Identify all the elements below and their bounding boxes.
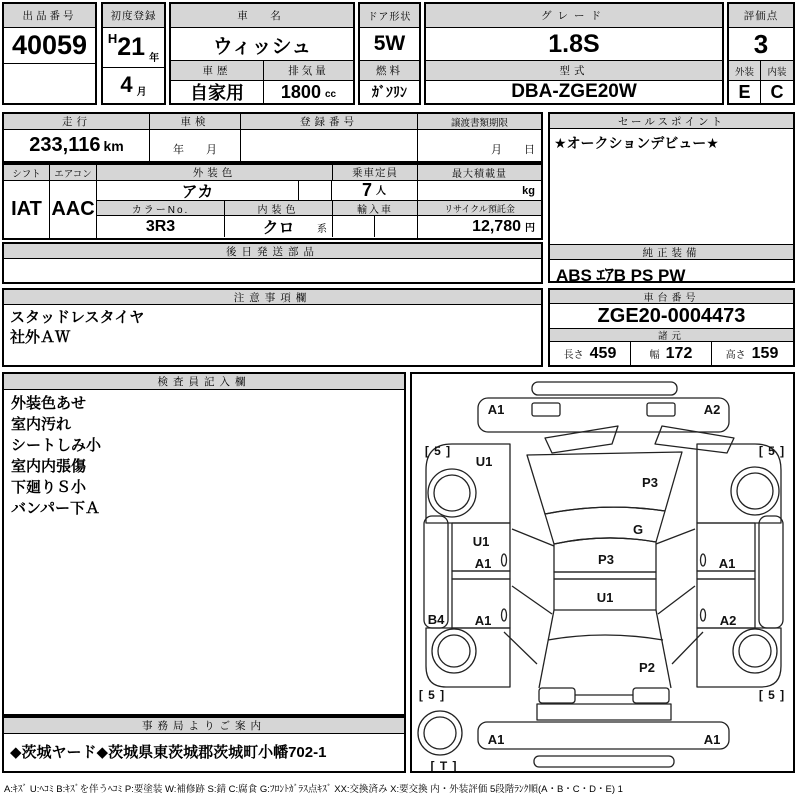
car-name-box	[169, 2, 355, 105]
damage-label-fender-front-left: U1	[475, 454, 493, 469]
hood	[527, 452, 682, 514]
damage-label-rear-bumper-left: A1	[487, 732, 505, 747]
front-bumper-strip	[532, 382, 677, 395]
wheel-rear-left-inner	[438, 635, 470, 667]
later-parts-box	[2, 242, 543, 284]
exterior-color-value: アカ	[97, 181, 299, 200]
inspector-line: バンパー下Ａ	[11, 500, 100, 517]
damage-label-rear-hatch: P2	[639, 660, 655, 675]
car-name-value: ウィッシュ	[171, 28, 353, 61]
shaken-header: 車検	[150, 114, 240, 130]
damage-label-tire-front-right: [ 5 ]	[758, 444, 786, 458]
mileage-header: 走行	[4, 114, 149, 130]
model-code-header: 型式	[426, 61, 722, 81]
fuel-header: 燃料	[360, 61, 419, 81]
rear-bumper	[478, 722, 729, 749]
damage-label-roof-rear: U1	[596, 590, 614, 605]
spec-width	[631, 342, 712, 365]
interior-color-suffix: 系	[317, 224, 327, 235]
hatch-side-left	[539, 610, 554, 688]
front-bumper	[478, 398, 729, 432]
tail-light-left	[539, 688, 575, 703]
damage-label-roof-front: P3	[598, 552, 614, 567]
door-handle	[502, 554, 507, 566]
chassis-value: ZGE20-0004473	[550, 304, 793, 329]
recycle-number: 12,780	[472, 217, 521, 235]
import-car-header: 輸入車	[333, 201, 417, 216]
door-shape-header: ドア形状	[360, 4, 419, 28]
mileage-number: 233,116	[29, 134, 101, 156]
width-value: 172	[665, 344, 693, 362]
aircon-value: AAC	[51, 198, 95, 220]
damage-label-tire-front-left: [ 5 ]	[424, 444, 452, 458]
month-value: 4	[120, 71, 133, 97]
sill-right	[759, 516, 783, 628]
inspector-box	[2, 372, 406, 716]
registration-number-value	[241, 130, 417, 161]
d-pillar-left	[504, 632, 537, 664]
office-value: ◆茨城ヤード◆茨城県東茨城郡茨城町小幡702-1	[10, 744, 327, 761]
shift-header: シフト	[4, 165, 49, 181]
sales-point-value: ★オークションデビュー★	[550, 129, 793, 245]
displacement-header: 排気量	[264, 61, 353, 81]
spare-tire-inner	[424, 717, 456, 749]
door-shape-value: 5W	[360, 28, 419, 61]
shaken-value: 年 月	[173, 144, 217, 156]
interior-color-value	[225, 216, 333, 237]
note-line: 社外ＡＷ	[10, 329, 71, 346]
wiper-left	[545, 426, 618, 453]
front-grille-left	[532, 403, 560, 416]
mileage-value	[4, 130, 149, 161]
history-header: 車歴	[171, 61, 264, 81]
model-code-value: DBA-ZGE20W	[511, 81, 637, 102]
mileage-row-box	[2, 112, 543, 163]
roof-band	[554, 572, 656, 579]
wheel-front-right-inner	[737, 473, 773, 509]
exterior-color-extra-cell	[299, 181, 332, 200]
door-handle	[701, 609, 706, 621]
wheel-front-left-inner	[434, 475, 470, 511]
history-value: 自家用	[171, 81, 264, 103]
sales-point-header: セールスポイント	[550, 114, 793, 129]
interior-rating-value: C	[770, 81, 784, 102]
equipment-header: 純正装備	[550, 245, 793, 260]
recycle-value	[418, 216, 541, 237]
damage-label-front-bumper-right: A2	[703, 402, 721, 417]
spec-length	[550, 342, 631, 365]
height-value: 159	[751, 344, 779, 362]
import-car-cell-2	[375, 216, 416, 237]
rear-bumper-strip	[534, 756, 674, 767]
era-letter: H	[107, 31, 118, 46]
legend-text: A:ｷｽﾞ U:ﾍｺﾐ B:ｷｽﾞを伴うﾍｺﾐ P:要塗装 W:補修跡 S:錆 C:腐食 G:ﾌﾛﾝﾄｶﾞﾗｽ点ｷｽﾞ XX:交換済み X:要交換 内・外装評価 5段階ﾗﾝｸ順(A・B・C・D・E) 1	[4, 784, 623, 795]
rear-window-curve	[548, 635, 663, 640]
b-pillar-right	[697, 571, 755, 579]
first-registration-year	[103, 28, 164, 68]
sales-point-box	[548, 112, 795, 283]
interior-color-header: 内装色	[225, 201, 333, 216]
color-no-header: カラーNo.	[97, 201, 225, 216]
transfer-deadline-header: 譲渡書類期限	[418, 114, 541, 130]
registration-number-header: 登録番号	[241, 114, 417, 130]
wiper-right	[655, 426, 734, 453]
damage-label-hood: P3	[642, 475, 658, 490]
door-shape-box	[358, 2, 421, 105]
exterior-rating-header: 外装	[729, 61, 761, 81]
car-top-view-diagram	[412, 374, 793, 771]
wheel-rear-right-inner	[739, 635, 771, 667]
inspector-line: 下廻りＳ小	[11, 479, 87, 496]
damage-label-windshield: G	[632, 522, 644, 537]
height-label: 高さ	[725, 350, 746, 361]
c-pillar-right	[658, 586, 695, 614]
note-line: スタッドレスタイヤ	[10, 309, 145, 326]
interior-rating-header: 内装	[761, 61, 793, 81]
inspector-line: 室内内張傷	[11, 458, 87, 475]
exterior-rating-value: E	[729, 81, 761, 103]
max-load-header: 最大積載量	[418, 165, 541, 181]
inspector-header: 検査員記入欄	[4, 374, 404, 390]
damage-label-sill-left: B4	[427, 612, 445, 627]
rear-panel	[537, 704, 671, 720]
color-no-value: 3R3	[97, 216, 225, 237]
damage-label-spare-tire: [ T ]	[430, 759, 458, 771]
aircon-header: エアコン	[50, 165, 96, 181]
equipment-value: ABS ｴｱB PS PW	[556, 266, 686, 285]
first-registration-box	[101, 2, 166, 105]
damage-label-door-front-right: A1	[718, 556, 736, 571]
capacity-header: 乗車定員	[333, 165, 417, 181]
door-handle	[701, 554, 706, 566]
car-name-header: 車 名	[171, 4, 353, 28]
damage-label-rear-bumper-right: A1	[703, 732, 721, 747]
score-value: 3	[729, 28, 793, 61]
lot-number-value: 40059	[4, 28, 95, 64]
import-car-cell-1	[333, 216, 375, 237]
grade-value: 1.8S	[426, 28, 722, 61]
grade-header: グレード	[426, 4, 722, 28]
width-label: 幅	[649, 350, 660, 361]
b-pillar-left	[452, 571, 510, 579]
color-spec-box	[2, 163, 543, 240]
month-unit: 月	[136, 87, 147, 98]
grade-box	[424, 2, 724, 105]
capacity-value	[332, 181, 416, 200]
score-box	[727, 2, 795, 105]
office-header: 事務局よりご案内	[4, 718, 404, 734]
chassis-box	[548, 288, 795, 367]
door-handle	[502, 609, 507, 621]
recycle-unit: 円	[525, 223, 535, 234]
capacity-unit: 人	[376, 186, 386, 197]
length-value: 459	[589, 344, 617, 362]
exterior-color-header: 外装色	[97, 165, 333, 181]
shift-value: IAT	[11, 198, 42, 220]
lot-number-header: 出品番号	[4, 4, 95, 28]
damage-label-door-front-left-upper: U1	[472, 534, 490, 549]
notes-header: 注意事項欄	[4, 290, 541, 305]
max-load-value: kg	[418, 181, 541, 201]
tail-light-right	[633, 688, 669, 703]
year-value: 21	[117, 33, 146, 61]
inspector-line: 外装色あせ	[11, 395, 87, 412]
a-pillar-right	[656, 529, 695, 544]
damage-label-door-front-left: A1	[474, 556, 492, 571]
damage-label-front-bumper-left: A1	[487, 402, 505, 417]
first-registration-header: 初度登録	[103, 4, 164, 28]
displacement-unit: cc	[324, 89, 337, 100]
lot-number-box	[2, 2, 97, 105]
first-registration-month	[103, 68, 164, 101]
damage-label-tire-rear-left: [ 5 ]	[418, 688, 446, 702]
a-pillar-left	[512, 529, 554, 546]
office-box	[2, 716, 406, 773]
damage-labels	[419, 402, 785, 771]
mileage-unit: km	[103, 137, 124, 154]
later-parts-header: 後日発送部品	[4, 244, 541, 259]
damage-label-door-rear-left: A1	[474, 613, 492, 628]
capacity-number: 7	[361, 180, 372, 200]
c-pillar-left	[512, 586, 552, 614]
chassis-header: 車台番号	[550, 290, 793, 304]
score-header: 評価点	[729, 4, 793, 28]
year-unit: 年	[149, 53, 160, 64]
damage-label-tire-rear-right: [ 5 ]	[758, 688, 786, 702]
spec-height	[712, 342, 792, 365]
damage-label-door-rear-right: A2	[719, 613, 737, 628]
recycle-header: リサイクル預託金	[418, 201, 541, 216]
displacement-number: 1800	[280, 81, 321, 102]
displacement-value	[264, 81, 353, 103]
length-label: 長さ	[563, 350, 584, 361]
fuel-value: ｶﾞｿﾘﾝ	[372, 84, 407, 100]
specs-header: 諸元	[550, 329, 793, 342]
interior-color-name: クロ	[262, 220, 295, 237]
notes-box	[2, 288, 543, 367]
d-pillar-right	[672, 632, 703, 664]
transfer-deadline-value: 月 日	[491, 144, 535, 156]
damage-diagram-box	[410, 372, 795, 773]
front-grille-right	[647, 403, 675, 416]
hatch-side-right	[656, 610, 671, 688]
inspector-line: 室内汚れ	[11, 416, 72, 433]
inspector-line: シートしみ小	[11, 437, 102, 454]
